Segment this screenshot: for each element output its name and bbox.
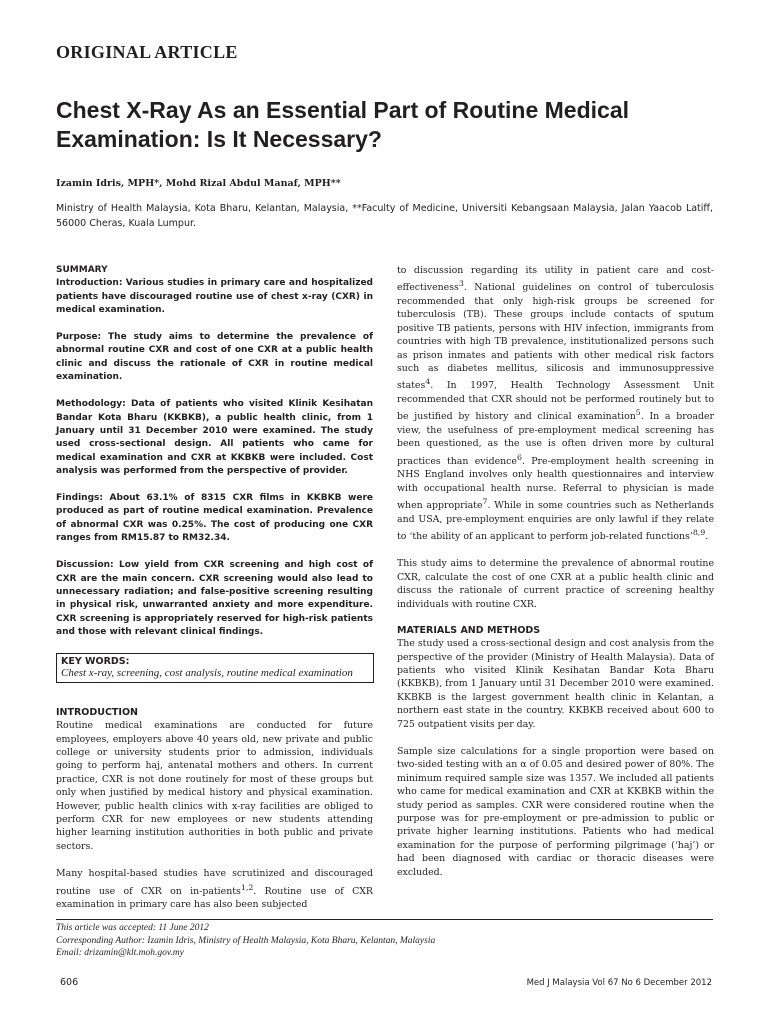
email: Email: drizamin@klt.moh.gov.my [56, 948, 184, 958]
methods-paragraph-2: Sample size calculations for a single proportion were based on two-sided testing with an α of 0.05 and desired power of 80%. The minimum required sample size was 1357. We included all patients who came for medical examination and CXR at KKBKB within the study period as samples. CXR were considered routine when the purpose was for pre-employment or pre-admission to public or private higher learning institutions. Patients who had medical examination for the purpose of performing pilgrimage (‘haj’) or had been diagnosed with cardiac or thoracic diseases were excluded. [397, 745, 714, 878]
corresponding-author: Corresponding Author: Izamin Idris, Ministry of Health Malaysia, Kota Bharu, Kelantan, Malaysia [56, 935, 436, 946]
section-label: ORIGINAL ARTICLE [56, 42, 238, 62]
affiliation: Ministry of Health Malaysia, Kota Bharu, Kelantan, Malaysia, **Faculty of Medicine, Universiti Kebangsaan Malaysia, Jalan Yaacob Latiff, 56000 Cheras, Kuala Lumpur. [56, 203, 713, 229]
summary-findings: Findings: About 63.1% of 8315 CXR films in KKBKB were produced as part of routine medical examination. Prevalence of abnormal CXR was 0.25%. The cost of producing one CXR ranges from RM15.87 to RM32.34. [56, 493, 373, 544]
aims-paragraph: This study aims to determine the prevalence of abnormal routine CXR, calculate the cost of one CXR at a public health clinic and discuss the rationale of current practice of screening healthy individuals with routine CXR. [397, 558, 714, 610]
right-column [397, 264, 714, 893]
bg-text-g: . [705, 531, 709, 543]
footnotes [56, 922, 713, 960]
authors: Izamin Idris, MPH*, Mohd Rizal Abdul Manaf, MPH** [56, 178, 341, 189]
citation-ref: 5 [635, 408, 641, 418]
summary-methodology: Methodology: Data of patients who visited Klinik Kesihatan Bandar Kota Bharu (KKBKB), a public health clinic, from 1 January until 31 December 2010 were examined. The study used cross-sectional design. All patients who came for medical examination and CXR at KKBKB were included. Cost analysis was performed from the perspective of provider. [56, 399, 373, 476]
citation-ref: 1,2 [240, 882, 254, 892]
intro-p2-text-a: Many hospital-based studies have scrutinized and discouraged routine use of CXR on in-patients [56, 868, 373, 897]
intro-p2-text-b: . Routine use of CXR examination in primary care has also been subjected [56, 885, 373, 911]
citation-ref: 7 [482, 497, 488, 506]
summary-introduction: Introduction: Various studies in primary care and hospitalized patients have discouraged routine use of chest x-ray (CXR) in medical examination. [56, 278, 373, 315]
bg-text-b: . National guidelines on control of tuberculosis recommended that only high-risk groups be screened for tuberculosis (TB). These groups include contacts of sputum positive TB patients, persons with HIV infection, immigrants from countries with high TB prevalence, institutionalized persons such as prison inmates and patients with other medical risk factors such as diabetes mellitus, silicosis and immunosuppressive states [397, 282, 714, 392]
article-title: Chest X-Ray As an Essential Part of Routine Medical Examination: Is It Necessary? [56, 97, 630, 152]
keywords-box [56, 653, 374, 683]
bg-text-c: . In 1997, Health Technology Assessment Unit recommended that CXR should not be performed routinely but to be justified by history and clinical examination [397, 380, 714, 423]
left-column [56, 264, 373, 926]
bg-text-f: . While in some countries such as Netherlands and USA, pre-employment enquiries are only lawful if they relate to ‘the ability of an applicant to perform job-related functions’ [397, 500, 714, 543]
introduction-heading: INTRODUCTION [56, 707, 138, 719]
summary-purpose: Purpose: The study aims to determine the prevalence of abnormal routine CXR and cost of one CXR at a public health clinic and discuss the rationale of CXR in routine medical examination. [56, 332, 373, 383]
footer-divider [56, 919, 713, 920]
citation-ref: 8,9 [692, 527, 706, 537]
citation-ref: 4 [425, 377, 431, 387]
bg-text-e: . Pre-employment health screening in NHS England involves only health questionnaires and interview with occupational health nurse. Referral to physician is made when appropriate [397, 455, 714, 512]
bg-text-a: to discussion regarding its utility in patient care and cost-effectiveness [397, 265, 714, 294]
introduction-paragraph-1: Routine medical examinations are conducted for future employees, employers above 40 years old, new private and public college or university students prior to admission, individuals going to perform haj, antenatal mothers and others. In current practice, CXR is not done routinely for most of these groups but only when justified by medical history and physical examination. However, public health clinics with x-ray facilities are obliged to perform CXR for new employees or new students attending higher learning institution authorities in both public and private sectors. [56, 720, 373, 852]
introduction-paragraph-2 [56, 867, 373, 911]
methods-paragraph-1: The study used a cross-sectional design and cost analysis from the perspective of the provider (Ministry of Health Malaysia). Data of patients who visited Klinik Kesihatan Bandar Kota Bharu (KKBKB), from 1 January until 31 December 2010 were examined. KKBKB is the largest government health clinic in Kelantan, a northern east state in the country. KKBKB received about 600 to 725 outpatient visits per day. [397, 638, 714, 730]
summary-heading: SUMMARY [56, 265, 108, 275]
page-number: 606 [60, 977, 79, 988]
accepted-date: This article was accepted: 11 June 2012 [56, 923, 209, 933]
introduction-section [56, 707, 373, 911]
keywords-heading: KEY WORDS: [61, 656, 130, 668]
keywords-text: Chest x-ray, screening, cost analysis, routine medical examination [61, 667, 353, 680]
citation-ref: 3 [458, 279, 464, 289]
methods-heading: MATERIALS AND METHODS [397, 625, 541, 637]
summary-section [56, 264, 373, 639]
bg-text-d: . In a broader view, the usefulness of pre-employment medical screening has been questioned, as the use is often driven more by cultural practices than evidence [397, 411, 714, 467]
journal-reference: Med J Malaysia Vol 67 No 6 December 2012 [526, 978, 712, 988]
background-paragraph [397, 264, 714, 543]
citation-ref: 6 [516, 452, 522, 462]
summary-discussion: Discussion: Low yield from CXR screening and high cost of CXR are the main concern. CXR screening would also lead to unnecessary radiation; and false-positive screening resulting in physical risk, unwarranted anxiety and more expenditure. CXR screening is appropriately reserved for high-risk patients and those with relevant clinical findings. [56, 560, 373, 637]
